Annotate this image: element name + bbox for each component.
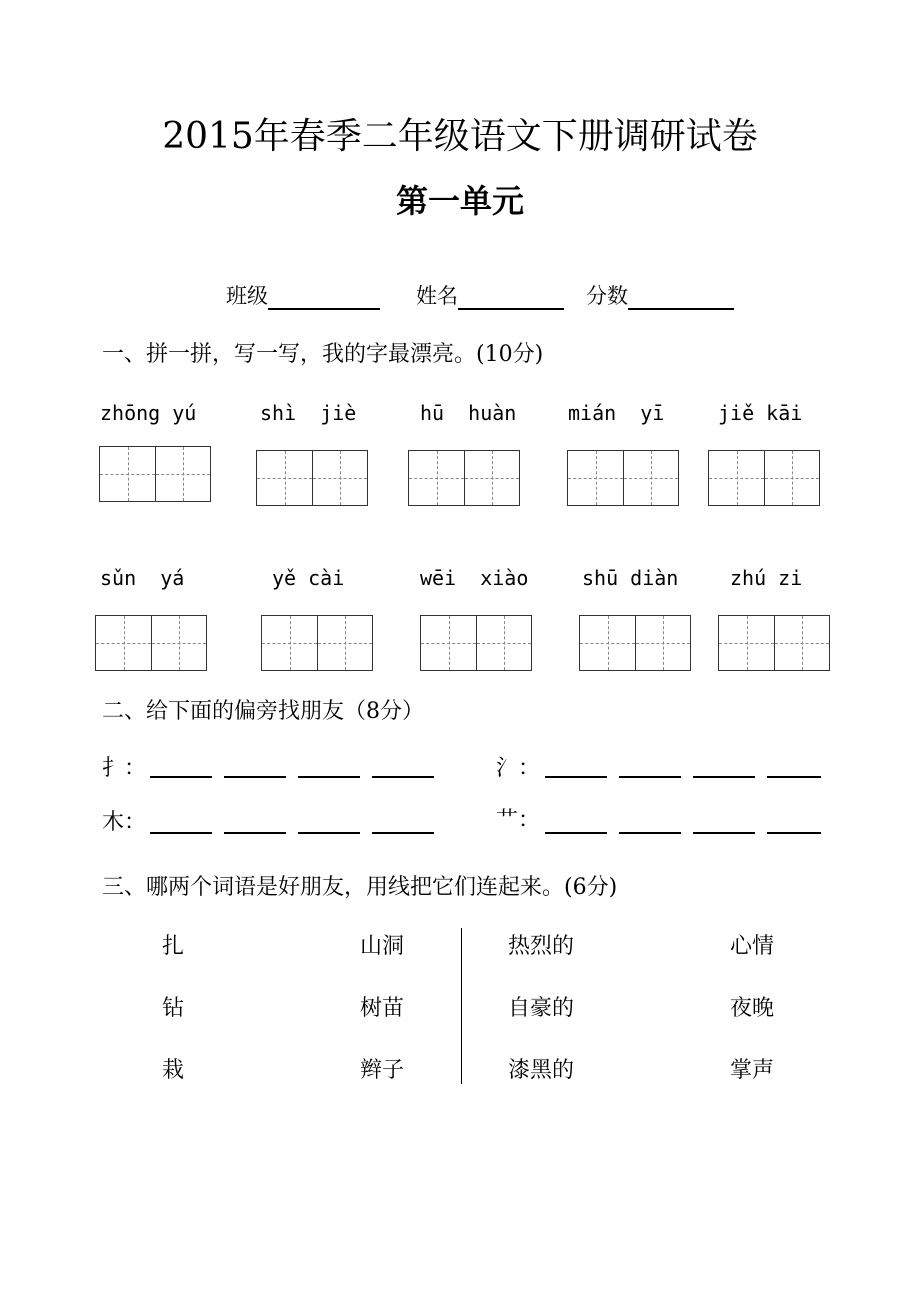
answer-blank[interactable] <box>372 832 434 834</box>
match-word[interactable]: 热烈的 <box>508 934 575 959</box>
answer-blank[interactable] <box>298 776 360 778</box>
match-word[interactable]: 心情 <box>730 934 775 959</box>
score-field <box>586 282 734 310</box>
pinyin-label: jiě kāi <box>718 401 803 425</box>
writing-grid[interactable] <box>95 615 207 671</box>
pinyin-label: mián yī <box>568 401 665 425</box>
pinyin-label: wēi xiào <box>420 566 529 590</box>
class-field <box>226 282 380 310</box>
writing-grid[interactable] <box>708 450 820 506</box>
answer-blank[interactable] <box>619 776 681 778</box>
radical-label: 艹： <box>496 808 541 833</box>
match-word[interactable]: 漆黑的 <box>508 1058 575 1083</box>
writing-grid[interactable] <box>579 615 691 671</box>
answer-blank[interactable] <box>767 776 821 778</box>
radical-label: 木： <box>102 810 147 835</box>
match-word[interactable]: 树苗 <box>360 996 405 1021</box>
name-field <box>416 282 564 310</box>
writing-grid[interactable] <box>420 615 532 671</box>
column-divider <box>461 928 462 1084</box>
pinyin-label: yě cài <box>272 566 345 590</box>
answer-blank[interactable] <box>545 776 607 778</box>
writing-grid[interactable] <box>256 450 368 506</box>
pinyin-label: shū diàn <box>582 566 679 590</box>
answer-blank[interactable] <box>693 832 755 834</box>
answer-blank[interactable] <box>619 832 681 834</box>
writing-grid[interactable] <box>718 615 830 671</box>
answer-blank[interactable] <box>224 832 286 834</box>
match-word[interactable]: 扎 <box>162 934 185 959</box>
section2-heading: 二、给下面的偏旁找朋友（8分） <box>102 699 424 724</box>
answer-blank[interactable] <box>150 832 212 834</box>
section1-heading: 一、拼一拼，写一写，我的字最漂亮。(10分) <box>102 342 544 367</box>
answer-blank[interactable] <box>298 832 360 834</box>
class-blank[interactable] <box>268 286 380 310</box>
answer-blank[interactable] <box>224 776 286 778</box>
page-title: 2015年春季二年级语文下册调研试卷 <box>162 116 758 157</box>
section3-heading: 三、哪两个词语是好朋友，用线把它们连起来。(6分) <box>102 875 618 900</box>
pinyin-label: zhú zi <box>730 566 803 590</box>
name-label: 姓名 <box>416 284 458 308</box>
answer-blank[interactable] <box>693 776 755 778</box>
match-word[interactable]: 辫子 <box>360 1058 405 1083</box>
match-word[interactable]: 夜晚 <box>730 996 775 1021</box>
answer-blank[interactable] <box>545 832 607 834</box>
match-word[interactable]: 钻 <box>162 996 185 1021</box>
radical-label: 扌： <box>102 756 147 781</box>
pinyin-label: zhōng yú <box>100 401 197 425</box>
radical-label: 氵： <box>496 756 541 781</box>
match-word[interactable]: 自豪的 <box>508 996 575 1021</box>
pinyin-label: shì jiè <box>260 401 357 425</box>
answer-blank[interactable] <box>372 776 434 778</box>
unit-subtitle: 第一单元 <box>395 182 524 220</box>
writing-grid[interactable] <box>261 615 373 671</box>
name-blank[interactable] <box>458 286 564 310</box>
pinyin-label: sǔn yá <box>100 566 185 590</box>
score-label: 分数 <box>586 284 628 308</box>
answer-blank[interactable] <box>767 832 821 834</box>
writing-grid[interactable] <box>567 450 679 506</box>
match-word[interactable]: 山洞 <box>360 934 405 959</box>
answer-blank[interactable] <box>150 776 212 778</box>
class-label: 班级 <box>226 284 268 308</box>
writing-grid[interactable] <box>99 446 211 502</box>
writing-grid[interactable] <box>408 450 520 506</box>
score-blank[interactable] <box>628 286 734 310</box>
match-word[interactable]: 掌声 <box>730 1058 775 1083</box>
pinyin-label: hū huàn <box>420 401 517 425</box>
match-word[interactable]: 栽 <box>162 1058 185 1083</box>
